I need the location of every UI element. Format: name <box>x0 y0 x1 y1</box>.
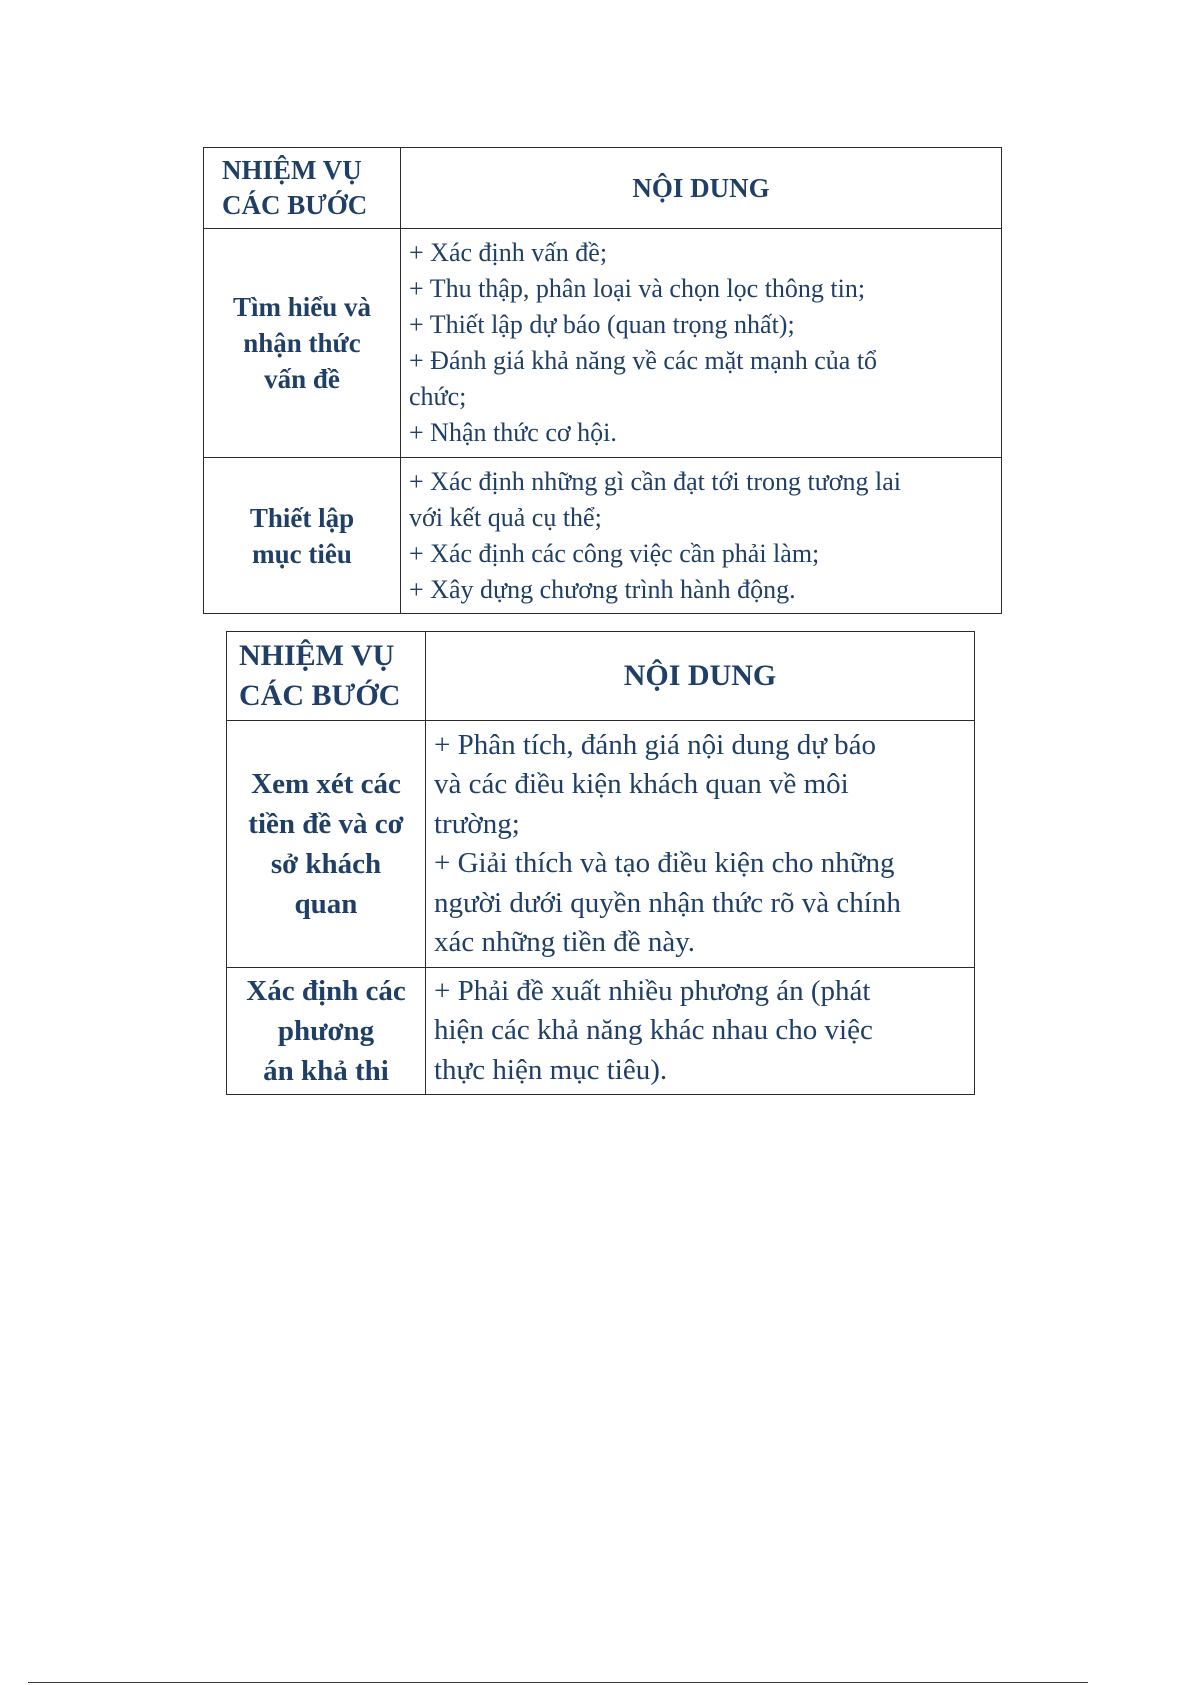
content-line: + Phân tích, đánh giá nội dung dự báo <box>434 728 877 761</box>
table-header-row <box>204 148 1002 229</box>
content-line: thực hiện mục tiêu). <box>434 1053 668 1086</box>
table-row <box>204 458 1002 614</box>
content-line: và các điều kiện khách quan về môi <box>434 768 849 800</box>
step-text: mục tiêu <box>252 538 352 569</box>
content-line: với kết quả cụ thể; <box>409 502 602 532</box>
planning-steps-table-1 <box>203 147 1002 614</box>
header-text: NHIỆM VỤ <box>222 155 362 185</box>
content-line: + Xác định những gì cần đạt tới trong tương lai <box>409 466 902 496</box>
step-text: nhận thức <box>243 328 361 358</box>
planning-steps-table-2 <box>226 631 975 1095</box>
table-row <box>227 968 975 1095</box>
step-text: Thiết lập <box>249 502 355 533</box>
header-text: NHIỆM VỤ <box>239 639 395 672</box>
page-bottom-rule <box>28 1682 1088 1683</box>
content-line: xác những tiền đề này. <box>434 926 696 958</box>
step-text: phương <box>277 1015 375 1047</box>
content-line: + Đánh giá khả năng về các mặt mạnh của tổ <box>409 346 878 375</box>
content-line: trường; <box>434 807 520 840</box>
content-line: + Thu thập, phân loại và chọn lọc thông tin; <box>409 274 866 303</box>
step-text: án khả thi <box>263 1055 389 1087</box>
content-line: + Xây dựng chương trình hành động. <box>409 574 796 604</box>
step-text: Tìm hiểu và <box>232 292 372 322</box>
content-line: + Xác định vấn đề; <box>409 238 608 267</box>
step-text: tiền đề và cơ <box>248 808 404 840</box>
content-line: + Thiết lập dự báo (quan trọng nhất); <box>409 310 795 339</box>
header-cell-content: NỘI DUNG <box>426 632 975 721</box>
header-cell-tasks-steps <box>204 148 401 229</box>
content-line: + Xác định các công việc cần phải làm; <box>409 538 820 568</box>
step-cell <box>204 229 401 458</box>
table-row <box>204 229 1002 458</box>
header-cell-content: NỘI DUNG <box>401 148 1002 229</box>
content-line: + Nhận thức cơ hội. <box>409 418 617 447</box>
header-cell-tasks-steps <box>227 632 426 721</box>
content-cell <box>401 458 1002 614</box>
table-row <box>227 721 975 968</box>
step-cell <box>227 968 426 1095</box>
step-text: vấn đề <box>264 364 340 394</box>
step-cell <box>227 721 426 968</box>
step-text: quan <box>294 888 358 920</box>
header-text: CÁC BƯỚC <box>222 190 368 220</box>
header-text: CÁC BƯỚC <box>239 679 401 712</box>
content-line: + Phải đề xuất nhiều phương án (phát <box>434 974 871 1007</box>
content-line: hiện các khả năng khác nhau cho việc <box>434 1014 873 1047</box>
content-line: người dưới quyền nhận thức rõ và chính <box>434 886 901 919</box>
step-text: Xác định các <box>246 975 406 1007</box>
step-cell <box>204 458 401 614</box>
table-header-row <box>227 632 975 721</box>
content-line: + Giải thích và tạo điều kiện cho những <box>434 847 895 879</box>
content-line: chức; <box>409 382 467 411</box>
content-cell <box>426 721 975 968</box>
step-text: Xem xét các <box>251 768 401 800</box>
step-text: sở khách <box>270 848 382 880</box>
content-cell <box>401 229 1002 458</box>
content-cell <box>426 968 975 1095</box>
